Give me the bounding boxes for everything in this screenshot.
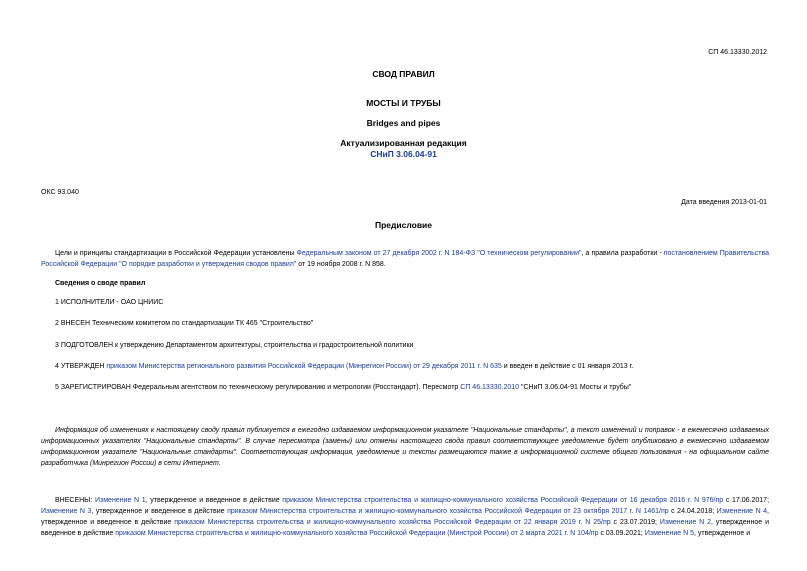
para1-text-1: Цели и принципы стандартизации в Российской Федерации установлены: [55, 250, 297, 257]
vnes-text-10: , утвержденное и: [694, 530, 751, 537]
amendment-1-order-link[interactable]: приказом Министерства строительства и жилищно-коммунального хозяйства Российской Федерации от 16 декабря 2016 г. N 976/пр: [282, 497, 724, 504]
info-item-2: 2 ВНЕСЕН Техническим комитетом по стандартизации ТК 465 "Строительство": [55, 320, 314, 327]
amendment-3-link[interactable]: Изменение N 3: [41, 508, 92, 515]
document-subtitle-ru: МОСТЫ И ТРУБЫ: [366, 98, 441, 108]
document-code: СП 46.13330.2012: [708, 49, 767, 56]
item4-text-b: и введен в действие с 01 января 2013 г.: [501, 363, 634, 370]
minregion-order-link[interactable]: приказом Министерства регионального развития Российской Федерации (Минрегион России) от 29 декабря 2011 г. N 635: [106, 363, 502, 370]
amendment-2-order-link[interactable]: приказом Министерства строительства и жилищно-коммунального хозяйства Российской Федерации (Минстрой России) от 2 марта 2021 г. N 104/пр: [115, 530, 599, 537]
item4-text-a: 4 УТВЕРЖДЕН: [55, 363, 107, 370]
item5-text-a: 5 ЗАРЕГИСТРИРОВАН Федеральным агентством по техническому регулированию и метрологии (Росстандарт). Пересмотр: [55, 384, 461, 391]
amendment-1-link[interactable]: Изменение N 1: [95, 497, 146, 504]
vnes-text-8: , утвержденное и введенное в действие: [41, 519, 770, 537]
snip-link[interactable]: СНиП 3.06.04-91: [370, 149, 437, 159]
vnes-text-5: с 24.04.2018;: [668, 508, 717, 515]
document-subtitle-en: Bridges and pipes: [366, 118, 441, 128]
info-item-5: [55, 384, 631, 391]
info-item-1: 1 ИСПОЛНИТЕЛИ - ОАО ЦНИИС: [55, 299, 164, 306]
amendment-4-link[interactable]: Изменение N 4: [716, 508, 768, 515]
vnes-text-9: с 03.09.2021;: [598, 530, 645, 537]
oks-code: ОКС 93.040: [41, 189, 79, 196]
vnes-text-2: , утвержденное и введенное в действие: [145, 497, 283, 504]
federal-law-link[interactable]: Федеральным законом от 27 декабря 2002 г. N 184-ФЗ "О техническом регулировании": [296, 250, 582, 257]
intro-date: Дата введения 2013-01-01: [681, 199, 767, 206]
vnes-text-1: ВНЕСЕНЫ:: [55, 497, 95, 504]
document-title: СВОД ПРАВИЛ: [372, 69, 435, 79]
para1-text-3: от 19 ноября 2008 г. N 858.: [296, 261, 386, 268]
vnes-text-6: , утвержденное и введенное в действие: [41, 508, 769, 526]
para1-text-2: , а правила разработки -: [581, 250, 664, 257]
amendment-2-link[interactable]: Изменение N 2: [659, 519, 712, 526]
vnes-text-4: , утвержденное и введенное в действие: [91, 508, 228, 515]
changes-info-paragraph: Информация об изменениях к настоящему своду правил публикуется в ежегодно издаваемом информационном указателе "Национальные стандарты", а текст изменений и поправок - в ежемесячно издаваемых информационных указателях "Национальные стандарты". В случае пересмотра (замены) или отмены настоящего свода правил соответствующее уведомление будет опубликовано в ежемесячно издаваемом информационном указателе "Национальные стандарты". Соответствующая информация, уведомление и тексты размещаются также в информационной системе общего пользования - на официальном сайте разработчика (Минрегион России) в сети Интернет.: [41, 427, 769, 467]
vnes-text-7: с 23.07.2019;: [610, 519, 660, 526]
edition-label: Актуализированная редакция: [340, 138, 467, 148]
amendment-3-order-link[interactable]: приказом Министерства строительства и жилищно-коммунального хозяйства Российской Федерации от 23 октября 2017 г. N 1461/пр: [227, 508, 669, 515]
government-decree-link[interactable]: постановлением Правительства Российской Федерации "О порядке разработки и утверждения сводов правил": [41, 250, 769, 268]
info-item-3: 3 ПОДГОТОВЛЕН к утверждению Департаментом архитектуры, строительства и градостроительной политики: [55, 342, 414, 349]
preface-heading: Предисловие: [374, 220, 433, 230]
amendment-4-order-link[interactable]: приказом Министерства строительства и жилищно-коммунального хозяйства Российской Федерации от 22 января 2019 г. N 25/пр: [174, 519, 611, 526]
item5-text-b: "СНиП 3.06.04-91 Мосты и трубы": [519, 384, 632, 391]
info-heading: Сведения о своде правил: [55, 280, 146, 287]
sp-2010-link[interactable]: СП 46.13330.2010: [460, 384, 520, 391]
amendment-5-link[interactable]: Изменение N 5: [644, 530, 695, 537]
preface-paragraph: [41, 248, 769, 270]
vnes-text-3: с 17.06.2017;: [723, 497, 770, 504]
info-item-4: [55, 363, 633, 370]
amendments-paragraph: [41, 495, 769, 539]
